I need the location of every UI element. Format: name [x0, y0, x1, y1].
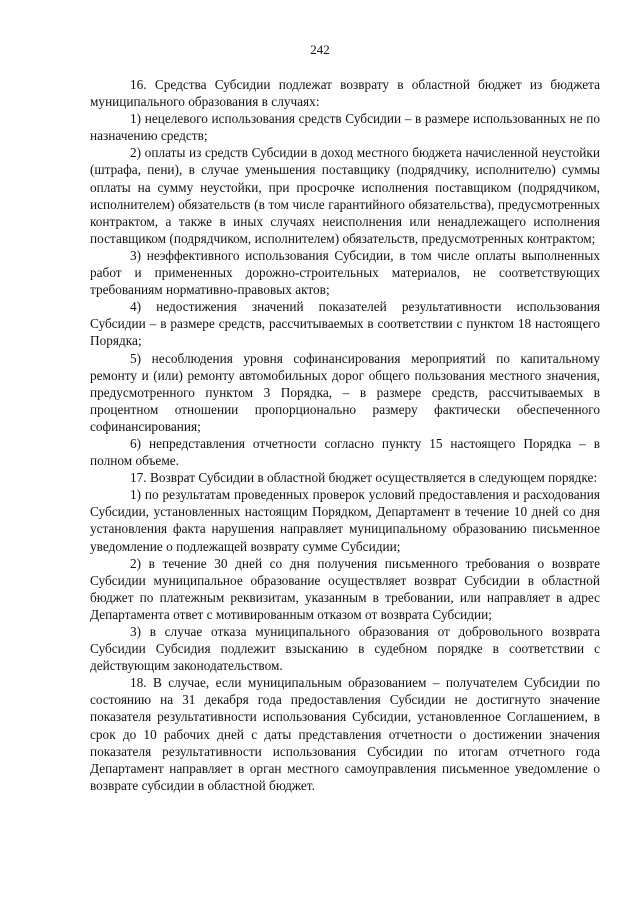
paragraph-16-item-5: 5) несоблюдения уровня софинансирования мероприятий по капитальному ремонту и (или) ремонту автомобильных дорог общего пользования местного значения, предусмотренного пунктом 3 Порядка, – в размере средств, рассчитываемых в процентном отношении пропорционально размеру фактически обеспеченного софинансирования;	[90, 350, 600, 434]
paragraph-16-item-3: 3) неэффективного использования Субсидии, в том числе оплаты выполненных работ и примененных дорожно-строительных материалов, не соответствующих требованиям нормативно-правовых актов;	[90, 247, 600, 298]
page-number: 242	[310, 42, 330, 57]
paragraph-17-item-1: 1) по результатам проведенных проверок условий предоставления и расходования Субсидии, установленных настоящим Порядком, Департамент в течение 10 дней со дня установления факта нарушения направляет муниципальному образованию письменное уведомление о подлежащей возврату сумме Субсидии;	[90, 487, 600, 554]
paragraph-16-item-2: 2) оплаты из средств Субсидии в доход местного бюджета начисленной неустойки (штрафа, пени), в случае уменьшения поставщику (подрядчику, исполнителю) суммы оплаты на сумму неустойки, при просрочке исполнения поставщиком (подрядчиком, исполнителем) обязательств (в том числе гарантийного обязательства), предусмотренных контрактом, а также в иных случаях неисполнения или ненадлежащего исполнения поставщиком (подрядчиком, исполнителем) обязательств, предусмотренных контрактом;	[90, 145, 600, 246]
document-body	[90, 76, 600, 794]
paragraph-16-item-1: 1) нецелевого использования средств Субсидии – в размере использованных не по назначению средств;	[90, 111, 600, 144]
paragraph-16-item-6: 6) непредставления отчетности согласно пункту 15 настоящего Порядка – в полном объеме.	[90, 435, 600, 469]
paragraph-16-intro: 16. Средства Субсидии подлежат возврату в областной бюджет из бюджета муниципального образования в случаях:	[90, 77, 600, 110]
paragraph-18: 18. В случае, если муниципальным образованием – получателем Субсидии по состоянию на 31 декабря года предоставления Субсидии не достигнуто значение показателя результативности использования Субсидии, установленное Соглашением, в срок до 10 рабочих дней с даты представления отчетности о достижении значения показателя результативности использования Субсидии по итогам отчетного года Департамент направляет в орган местного самоуправления письменное уведомление о возврате субсидии в областной бюджет.	[90, 675, 600, 793]
paragraph-17-intro: 17. Возврат Субсидии в областной бюджет осуществляется в следующем порядке:	[130, 470, 598, 486]
paragraph-16-item-4: 4) недостижения значений показателей результативности использования Субсидии – в размере средств, рассчитываемых в соответствии с пунктом 18 настоящего Порядка;	[90, 299, 600, 349]
paragraph-17-item-2: 2) в течение 30 дней со дня получения письменного требования о возврате Субсидии муниципальное образование осуществляет возврат Субсидии в областной бюджет по платежным реквизитам, указанным в требовании, или направляет в адрес Департамента ответ с мотивированным отказом от возврата Субсидии;	[90, 555, 600, 622]
paragraph-17-item-3: 3) в случае отказа муниципального образования от добровольного возврата Субсидии Субсидия подлежит взысканию в судебном порядке в соответствии с действующим законодательством.	[90, 624, 600, 674]
